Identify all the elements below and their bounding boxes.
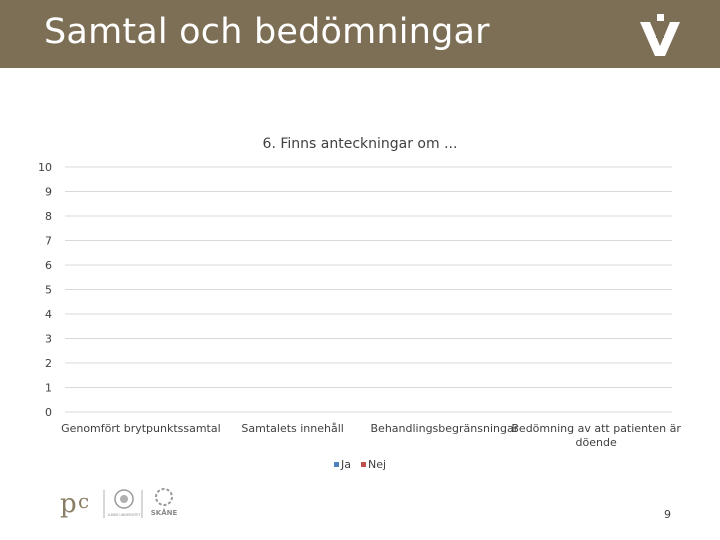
- footer-logos: [58, 486, 188, 522]
- y-tick-label: 8: [45, 210, 52, 223]
- legend-label-ja: Ja: [340, 458, 351, 471]
- legend-item-nej: [361, 458, 386, 471]
- y-tick-label: 6: [45, 259, 52, 272]
- legend-swatch-nej: [361, 462, 366, 467]
- svg-text:p: p: [60, 489, 77, 519]
- y-tick-label: 10: [38, 161, 52, 174]
- bar-chart: [0, 150, 720, 460]
- y-tick-label: 4: [45, 308, 52, 321]
- header-bar: [0, 0, 720, 68]
- page-title: Samtal och bedömningar: [44, 12, 490, 52]
- legend-item-ja: [334, 458, 351, 471]
- svg-text:c: c: [78, 489, 90, 513]
- chart-title: 6. Finns anteckningar om ...: [262, 136, 458, 152]
- page-number: 9: [664, 508, 671, 521]
- x-category-label: döende: [575, 436, 617, 449]
- x-category-label: Behandlingsbegränsningar: [370, 422, 519, 435]
- skane-logo-icon: [151, 489, 178, 517]
- x-category-label: Samtalets innehåll: [241, 422, 344, 435]
- y-tick-label: 3: [45, 332, 52, 346]
- y-tick-label: 2: [45, 357, 52, 370]
- y-tick-label: 5: [45, 283, 52, 297]
- legend-label-nej: Nej: [367, 458, 387, 471]
- x-category-label: Bedömning av att patienten är: [511, 422, 681, 435]
- chart-legend: [0, 458, 720, 471]
- x-category-label: Genomfört brytpunktssamtal: [61, 422, 221, 435]
- y-tick-label: 0: [45, 406, 52, 419]
- pc-logo-icon: [60, 489, 89, 519]
- skane-logo-text: SKÅNE: [150, 509, 178, 517]
- y-tick-label: 9: [45, 185, 52, 199]
- y-tick-label: 1: [45, 381, 52, 395]
- y-tick-label: 7: [45, 234, 52, 248]
- legend-swatch-ja: [334, 462, 339, 467]
- lund-university-seal-icon: [108, 490, 141, 517]
- brand-logo-icon: [636, 12, 684, 58]
- lund-logo-text: LUNDS UNIVERSITET: [107, 513, 141, 517]
